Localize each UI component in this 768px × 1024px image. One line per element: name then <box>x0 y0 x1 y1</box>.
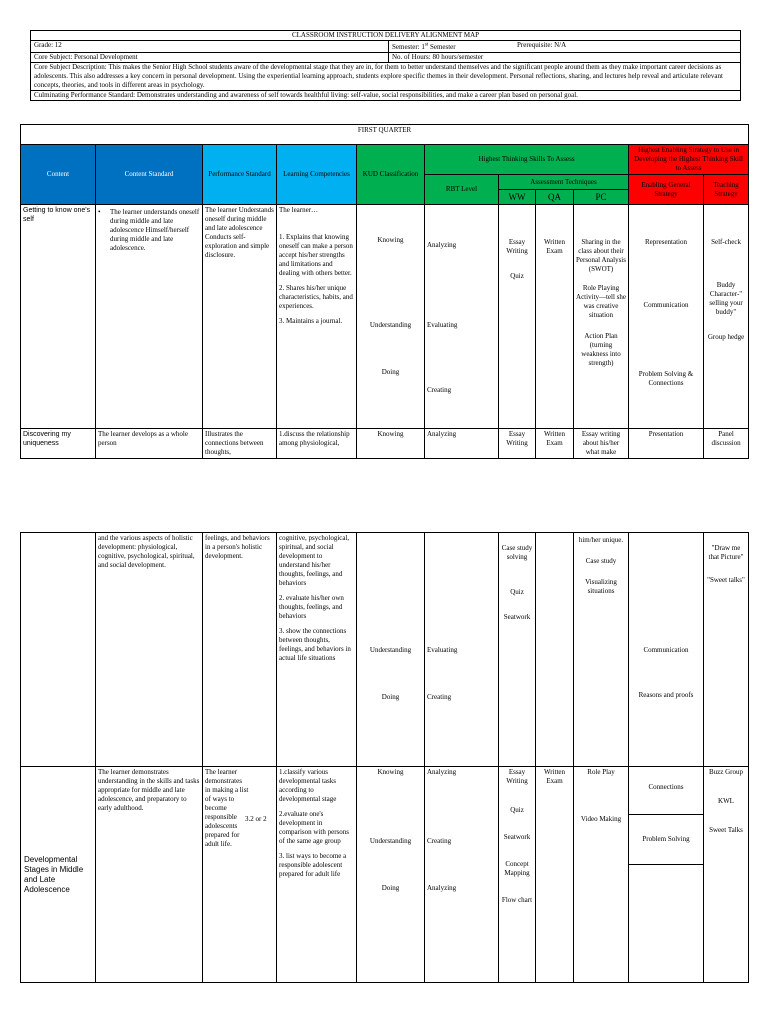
col-header-teaching-strategy: Teaching Strategy <box>704 175 749 205</box>
row2-kud: Knowing <box>357 429 425 459</box>
row2b-learning-competencies: cognitive, psychological, spiritual, and social development to understand his/her thoughts, feelings, and behaviors 2. evaluate his/her own thoughts, feelings, and behaviors 3. show the connections between thoughts, feelings, and behaviors in actual life situations <box>277 533 357 767</box>
alignment-table-page2 <box>20 532 749 983</box>
header-table <box>30 30 741 101</box>
row1-pc: Sharing in the class about their Personal Analysis (SWOT) Role Playing Activity—tell she was creative situation Action Plan (turning weakness into strength) <box>574 205 629 429</box>
row2-rbt: Analyzing <box>425 429 499 459</box>
row2-learning-competencies: 1.discuss the relationship among physiological, <box>277 429 357 459</box>
row3-teaching-strategy: Buzz Group KWL Sweet Talks <box>704 767 749 983</box>
row1-ww: Essay Writing Quiz <box>499 205 536 429</box>
row3-performance-note: 3.2 or 2 <box>245 815 267 823</box>
row2b-rbt: Evaluating Creating <box>425 533 499 767</box>
row3-pc: Role Play Video Making <box>574 767 629 983</box>
col-header-qa: QA <box>536 190 574 205</box>
row2-pc: Essay writing about his/her what make <box>574 429 629 459</box>
col-header-performance-standard: Performance Standard <box>203 145 277 205</box>
quarter-title: FIRST QUARTER <box>21 125 749 145</box>
hours-field: No. of Hours: 80 hours/semester <box>389 53 741 63</box>
col-header-enabling-general-strategy: Enabling General Strategy <box>629 175 704 205</box>
core-subject-field: Core Subject: Personal Development <box>31 53 389 63</box>
grade-field: Grade: 12 <box>31 41 389 53</box>
core-subject-description: Core Subject Description: This makes the Senior High School students aware of the developmental stage that they are in, for them to better understand themselves and the significant people around them as they make important career decisions as adolescents. This also addresses a key concern in personal development. Using the experiential learning approach, students explore specific themes in their development. Personal reflections, sharing, and lectures help reveal and articulate relevant concepts, theories, and tools in different areas in psychology. <box>31 63 741 91</box>
col-header-ww: WW <box>499 190 536 205</box>
row1-enabling-strategy: Representation Communication Problem Solving & Connections <box>629 205 704 429</box>
alignment-table-page1 <box>20 124 749 459</box>
row3-performance-standard: The learner demonstrates in making a list of ways to become responsible adolescents prepared for adult life. 3.2 or 2 <box>203 767 277 983</box>
col-header-pc: PC <box>574 190 629 205</box>
table-row <box>21 205 749 429</box>
row2-qa: Written Exam <box>536 429 574 459</box>
row2-performance-standard: Illustrates the connections between thoughts, <box>203 429 277 459</box>
semester-row <box>389 41 741 53</box>
col-header-learning-competencies: Learning Competencies <box>277 145 357 205</box>
table-row <box>21 767 749 983</box>
col-header-content-standard: Content Standard <box>96 145 203 205</box>
col-header-highest-thinking-skills: Highest Thinking Skills To Assess <box>425 145 629 175</box>
row3-rbt: Analyzing Creating Analyzing <box>425 767 499 983</box>
row2b-performance-standard: feelings, and behaviors in a person's holistic development. <box>203 533 277 767</box>
table-row <box>21 533 749 767</box>
row1-qa: Written Exam <box>536 205 574 429</box>
prerequisite-field: Prerequisite: N/A <box>517 41 567 49</box>
row2b-teaching-strategy: "Draw me that Picture" "Sweet talks" <box>704 533 749 767</box>
row2b-content-standard: and the various aspects of holistic development: physiological, cognitive, psychological, spiritual, and social development. <box>96 533 203 767</box>
row3-content: Developmental Stages in Middle and Late Adolescence <box>21 767 96 983</box>
row3-enabling-strategy: Connections Problem Solving <box>629 767 704 983</box>
row3-learning-competencies: 1.classify various developmental tasks according to developmental stage 2.evaluate one's development in comparison with persons of the same age group 3. list ways to become a responsible adolescent prepared for adult life <box>277 767 357 983</box>
row3-ww: Essay Writing Quiz Seatwork Concept Mapping Flow chart <box>499 767 536 983</box>
semester-field: Semester: 1st Semester <box>392 43 456 52</box>
culminating-standard: Culminating Performance Standard: Demonstrates understanding and awareness of self towards healthful living: self-value, social responsibilities, and make a career plan based on personal goal. <box>31 91 741 101</box>
row2b-enabling-strategy: Communication Reasons and proofs <box>629 533 704 767</box>
row3-kud: Knowing Understanding Doing <box>357 767 425 983</box>
row2-content: Discovering my uniqueness <box>21 429 96 459</box>
page-title: CLASSROOM INSTRUCTION DELIVERY ALIGNMENT MAP <box>31 31 741 41</box>
row1-learning-competencies: The learner… 1. Explains that knowing oneself can make a person accept his/her strengths and limitations and dealing with others better. 2. Shares his/her unique characteristics, habits, and experiences. 3. Maintains a journal. <box>277 205 357 429</box>
row2b-kud: Understanding Doing <box>357 533 425 767</box>
col-header-assessment-techniques: Assessment Techniques <box>499 175 629 190</box>
row1-performance-standard: The learner Understands oneself during middle and late adolescence Conducts self-exploration and simple disclosure. <box>203 205 277 429</box>
row1-teaching-strategy: Self-check Buddy Character-" selling your buddy" Group hedge <box>704 205 749 429</box>
col-header-kud: KUD Classification <box>357 145 425 205</box>
col-header-highest-enabling-strategy: Highest Enabling Strategy to Use in Developing the Highest Thinking Skill to Assess <box>629 145 749 175</box>
row2b-qa <box>536 533 574 767</box>
row1-content-standard: • The learner understands oneself during middle and late adolescence Himself/herself during middle and late adolescence. <box>96 205 203 429</box>
row2b-pc: him/her unique. Case study Visualizing situations <box>574 533 629 767</box>
row2-content-standard: The learner develops as a whole person <box>96 429 203 459</box>
row2b-ww: Case study solving Quiz Seatwork <box>499 533 536 767</box>
table-row <box>21 429 749 459</box>
col-header-content: Content <box>21 145 96 205</box>
row2-enabling-strategy: Presentation <box>629 429 704 459</box>
row3-content-standard: The learner demonstrates understanding in the skills and tasks appropriate for middle and late adolescence, and preparatory to early adulthood. <box>96 767 203 983</box>
row1-content: Getting to know one's self <box>21 205 96 429</box>
row2-teaching-strategy: Panel discussion <box>704 429 749 459</box>
col-header-rbt-level: RBT Level <box>425 175 499 205</box>
row1-rbt: Analyzing Evaluating Creating <box>425 205 499 429</box>
row3-qa: Written Exam <box>536 767 574 983</box>
row2b-content <box>21 533 96 767</box>
row2-ww: Essay Writing <box>499 429 536 459</box>
row1-kud: Knowing Understanding Doing <box>357 205 425 429</box>
